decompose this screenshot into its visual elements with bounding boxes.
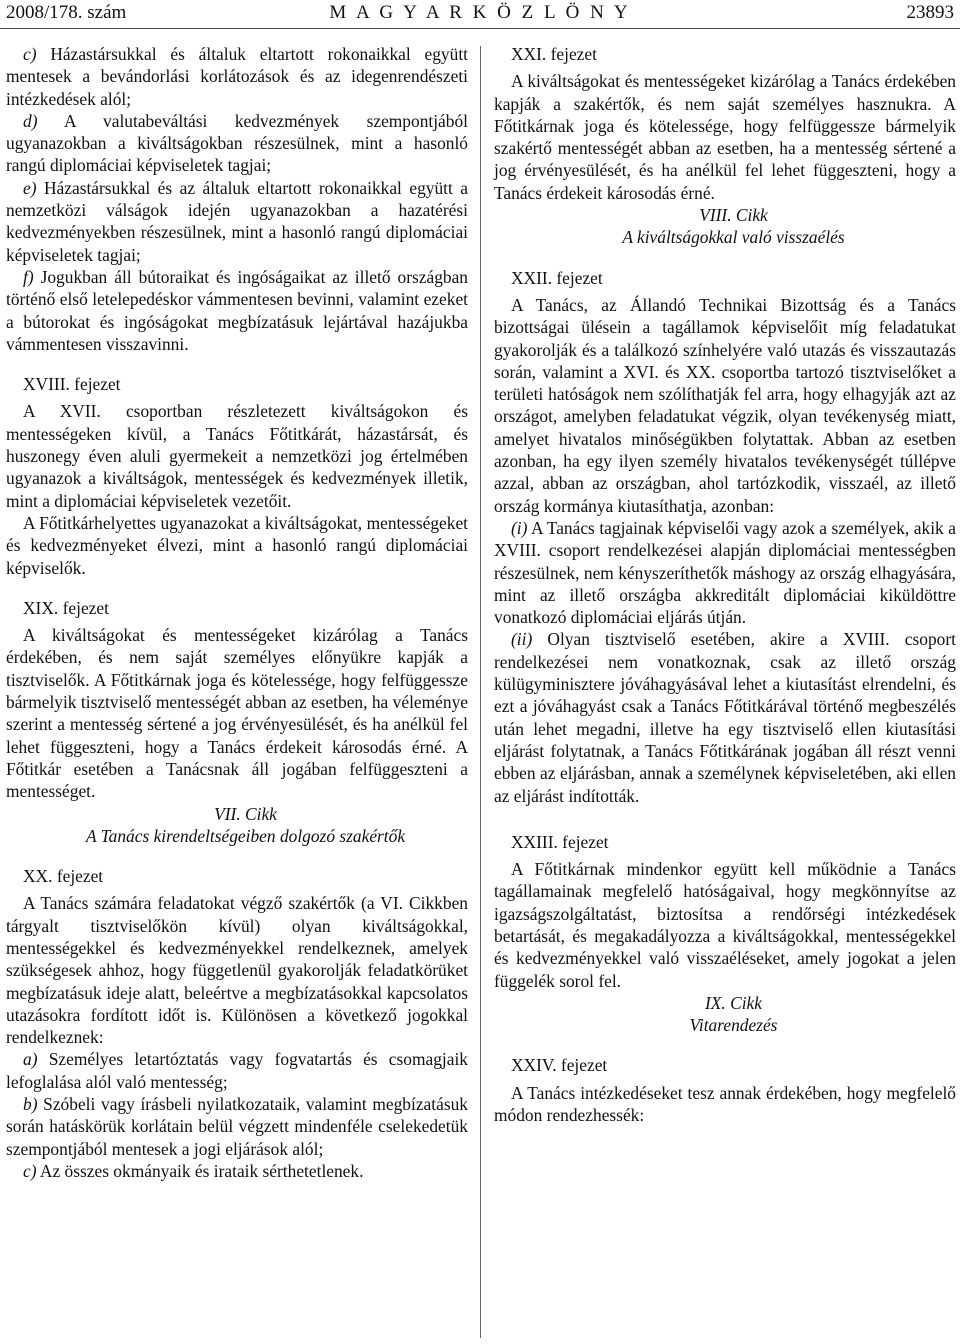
chapter-24-paragraph-1: A Tanács intézkedéseket tesz annak érdekében, hogy megfelelő módon rendezhessék: [494, 1082, 956, 1126]
issue-number: 2008/178. szám [6, 2, 127, 23]
item-text: Szóbeli vagy írásbeli nyilatkozataik, valamint megbízatásuk során hatáskörük korlátain belül végzett mindenféle cselekedetük szempontjából mentesek a jogi eljárások alól; [6, 1094, 468, 1159]
item-label: e) [23, 177, 37, 198]
chapter-20-paragraph-1: A Tanács számára feladatokat végző szakértők (a VI. Cikkben tárgyalt tisztviselőkön kívül) olyan kiváltságokkal, mentességekkel és kedvezményekkel rendelkeznek, amelyek szükségesek ahhoz, hogy függetlenül gyakorolják feladatkörüket megbízatásuk ideje alatt, beleértve a megbízatásokkal kapcsolatos utazásokra fordított időt is. Különösen a következő jogokkal rendelkeznek: [6, 893, 468, 1048]
paragraph-d [6, 110, 468, 177]
right-column [494, 43, 956, 1126]
chapter-21-paragraph-1: A kiváltságokat és mentességeket kizárólag a Tanács érdekében kapják a szakértők, és nem saját személyes hasznukra. A Főtitkárnak joga és kötelessége, hogy felfüggessze bármelyik szakértő mentességét abban az esetben, ha a mentesség sértené a jog érvényesülését, és ha anélkül fel lehet függeszteni, hogy a Tanács érdekeit károsodás érné. [494, 71, 956, 203]
chapter-heading-18: XVIII. fejezet [23, 374, 121, 395]
left-column [6, 43, 468, 1182]
item-label: c) [23, 44, 37, 64]
item-text: Jogukban áll bútoraikat és ingóságaikat az illető országban történő első letelepedéskor vámmentesen bevinni, valamint ezeket a bútorokat és ingóságokat megbízatásuk lejártával hazájukba vámmentesen visszavinni. [6, 266, 468, 354]
item-label: d) [23, 110, 38, 131]
item-label: b) [23, 1094, 38, 1115]
chapter-20-item-b [6, 1093, 468, 1160]
chapter-heading-23: XXIII. fejezet [511, 831, 609, 852]
item-label: f) [23, 266, 34, 287]
chapter-18-paragraph-1: A XVII. csoportban részletezett kiváltságokon és mentességeken kívül, a Tanács Főtitkárát, házastársát, és huszonegy éven aluli gyermekeit a nemzetközi jog értelmében ugyanazok a kiváltságok, mentességek és kedvezmények illetik, mint a diplomáciai képviseletek vezetőit. [6, 401, 468, 511]
chapter-heading-24: XXIV. fejezet [511, 1055, 608, 1076]
item-text: Személyes letartóztatás vagy fogvatartás és csomagjaik lefoglalása alól való mentesség; [6, 1049, 468, 1092]
chapter-19-paragraph-1: A kiváltságokat és mentességeket kizárólag a Tanács érdekében, és nem saját személyes előnyükre kapják a tisztviselők. A Főtitkárnak joga és kötelessége, hogy felfüggessze bármelyik tisztviselő mentességét abban az esetben, ha véleménye szerint a mentesség sértené a jog érvényesülését, és ha anélkül fel lehet függeszteni, hogy a Tanács érdekeit károsodás érné. A Főtitkár esetében a Tanácsnak áll jogában felfüggeszteni a mentességet. [6, 625, 468, 802]
chapter-23-paragraph-1: A Főtitkárnak mindenkor együtt kell működnie a Tanács tagállamainak megfelelő hatóságaival, hogy megkönnyítse az igazságszolgáltatást, biztosítsa a rendőrségi intézkedések betartását, és megakadályozza a kiváltságokkal, mentességekkel és kedvezményekkel való visszaéléseket, amely jogokat a jelen függelék sorol fel. [494, 859, 956, 991]
article-8-subtitle: A kiváltságokkal való visszaélés [622, 227, 845, 248]
paragraph-e [6, 177, 468, 266]
item-text: Házastársukkal és általuk eltartott rokonaikkal együtt mentesek a bevándorlási korlátozások és az idegenrendészeti intézkedések alól; [6, 44, 468, 109]
chapter-22-paragraph-1: A Tanács, az Állandó Technikai Bizottság és a Tanács bizottságai ülésein a tagállamok képviselőit míg feladatukat gyakorolják és a találkozó színhelyére való utazás és visszautazás során, valamint a XVI. és XX. csoportba tartozó tisztviselőket a területi hatóságok nem szólíthatják fel arra, hogy elhagyják azt az országot, amelyben feladatukat végzik, olyan tevékenység miatt, amelyet hivatalos minőségükben folytattak. Abban az esetben azonban, ha egy ilyen személy hivatalos tevékenységét túllépve azzal, abban az országban, ahol tartózkodik, visszaél, az illető ország kormánya kiutasíthatja, azonban: [494, 294, 956, 516]
chapter-heading-22: XXII. fejezet [511, 267, 603, 288]
column-divider [480, 46, 481, 1338]
chapter-20-item-c [6, 1160, 468, 1182]
chapter-20-item-a [6, 1048, 468, 1093]
chapter-heading-21: XXI. fejezet [511, 44, 597, 64]
item-text: Házastársukkal és az általuk eltartott rokonaikkal együtt a nemzetközi válságok idején ugyanazokban a hazatérési kedvezményekben részesülnek, mint a hasonló rangú diplomáciai képviseletek tagjai; [6, 177, 468, 265]
article-7-title: VII. Cikk [214, 803, 277, 824]
item-label: c) [23, 1160, 37, 1181]
item-text: A valutabeváltási kedvezmények szempontjából ugyanazokban a kiváltságokban részesülnek, mint a hasonló rangú diplomáciai képviseletek tagjai; [6, 110, 468, 176]
item-text: A Tanács tagjainak képviselői vagy azok a személyek, akik a XVIII. csoport rendelkezései alapján diplomáciai mentességben részesülnek, nem kényszeríthetők máshogy az ország elhagyására, mint az illető országba akkreditált diplomáciai kiküldöttre vonatkozó diplomáciai eljárás útján. [494, 517, 956, 628]
chapter-18-paragraph-2: A Főtitkárhelyettes ugyanazokat a kiváltságokat, mentességeket és kedvezményeket élvezi, mint a hasonló rangú diplomáciai képviselők. [6, 512, 468, 578]
chapter-22-item-ii [494, 628, 956, 806]
chapter-22-item-i [494, 517, 956, 628]
page-number: 23893 [906, 2, 954, 23]
chapter-heading-20: XX. fejezet [23, 866, 104, 887]
journal-title: M A G Y A R K Ö Z L Ö N Y [329, 2, 631, 23]
article-9-title: IX. Cikk [705, 992, 762, 1013]
paragraph-f [6, 266, 468, 355]
item-label: (ii) [511, 629, 533, 650]
item-text: Olyan tisztviselő esetében, akire a XVIII. csoport rendelkezései nem vonatkoznak, csak az illető ország külügyminisztere jóváhagyásával lehet a kiutasítást elrendelni, és ezt a jóváhagyást csak a Tanács Főtitkárával történő megbeszélés után lehet megadni, illetve ha egy tisztviselő ellen kiutasítási eljárást folytatnak, a Tanács Főtitkárának jogában áll részt venni ebben az eljárásban, annak a személynek képviseletében, aki ellen az eljárást indították. [494, 629, 956, 806]
item-label: a) [23, 1049, 38, 1070]
chapter-heading-19: XIX. fejezet [23, 597, 109, 618]
article-9-subtitle: Vitarendezés [689, 1015, 778, 1036]
item-label: (i) [511, 517, 528, 538]
paragraph-c [6, 43, 468, 110]
page-header [0, 0, 960, 29]
article-7-subtitle: A Tanács kirendeltségeiben dolgozó szakértők [85, 825, 406, 846]
article-8-title: VIII. Cikk [699, 205, 768, 226]
item-text: Az összes okmányaik és irataik sérthetetlenek. [36, 1160, 364, 1181]
